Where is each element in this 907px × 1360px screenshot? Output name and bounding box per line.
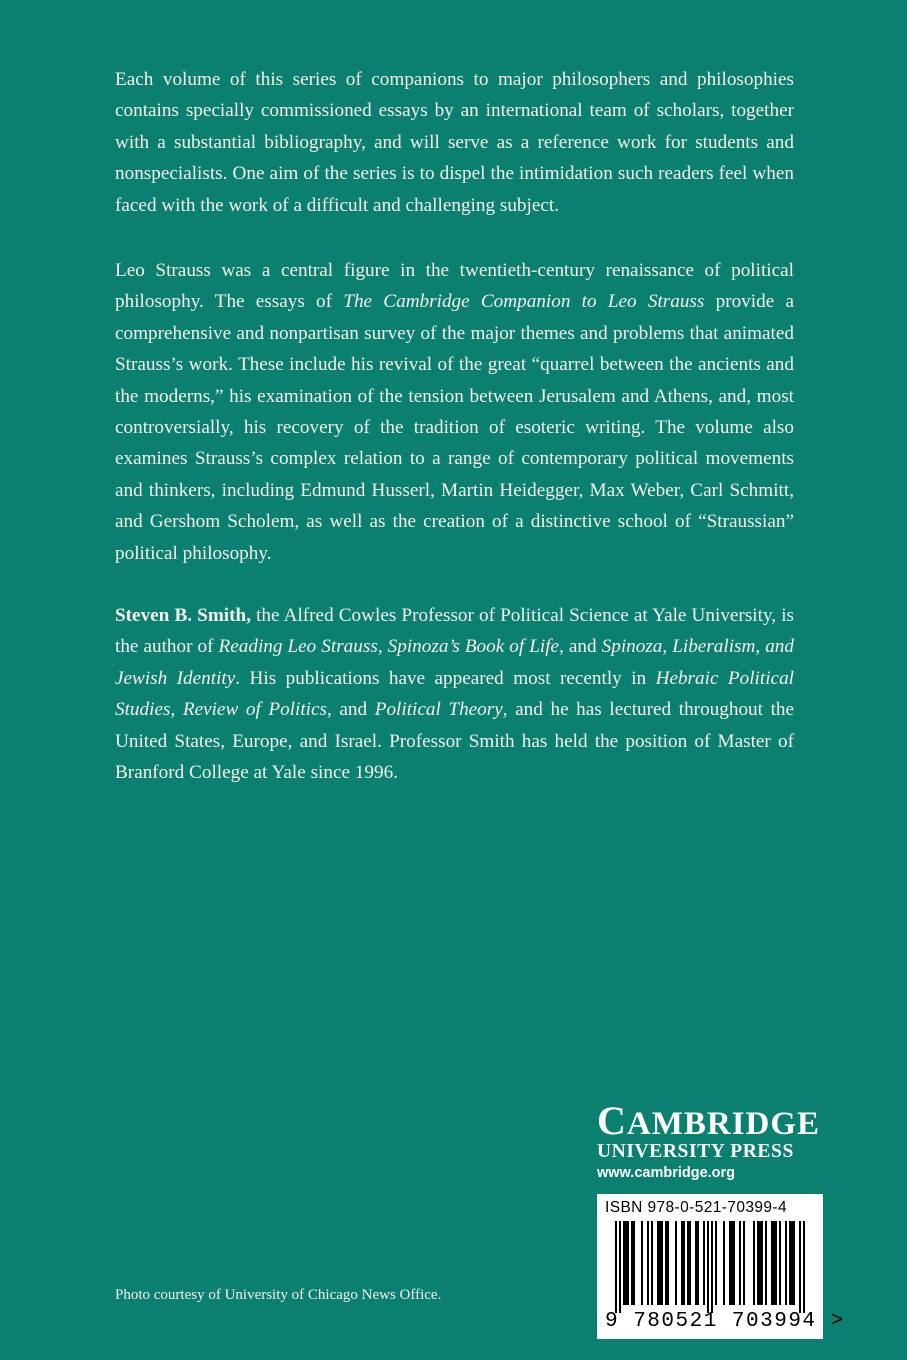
barcode-bar: [711, 1221, 713, 1313]
author-bio-sep-3: ,: [170, 699, 183, 721]
barcode-bar: [729, 1221, 731, 1305]
book-description-text-b: provide a comprehensive and nonpartisan survey of the major themes and problems that animated Strauss’s work. These include his revival of the great “quarrel between the ancients and the moderns,” his examination of the tension between Jerusalem and Athens, and, most controversially, his recovery of the tradition of esoteric writing. The volume also examines Strauss’s complex relation to a range of contemporary political movements and thinkers, including Edmund Husserl, Martin Heidegger, Max Weber, Carl Schmitt, and Gershom Scholem, as well as the creation of a distinctive school of “Straussian” political philosophy.: [115, 291, 794, 564]
author-bio-text-a: the Alfred Cowles Professor of Political Science at Yale University, is the author of: [115, 605, 794, 658]
publisher-logo: [597, 1098, 823, 1184]
barcode-bar: [779, 1221, 781, 1305]
barcode-bar: [761, 1221, 763, 1305]
barcode-bar: [773, 1221, 775, 1305]
photo-credit: Photo courtesy of University of Chicago News Office.: [115, 1287, 442, 1303]
series-description: [115, 64, 794, 221]
barcode-bar: [633, 1221, 635, 1305]
barcode-bar: [615, 1221, 617, 1313]
barcode-bar: [657, 1221, 659, 1305]
barcode-bar: [627, 1221, 629, 1305]
journal-1: Hebraic Political Studies: [115, 667, 794, 721]
author-book-2: Spinoza’s Book of Life: [387, 636, 560, 658]
publisher-name-initial: C: [597, 1098, 627, 1143]
barcode-bar: [739, 1221, 741, 1305]
barcode-panel: [597, 1194, 845, 1339]
barcode-bar: [789, 1221, 791, 1305]
barcode-bar: [651, 1221, 653, 1305]
book-description-text-a: Leo Strauss was a central figure in the twentieth-century renaissance of political philosophy. The essays of: [115, 260, 794, 313]
barcode-bar: [625, 1221, 627, 1305]
author-bio-sep-2: , and: [559, 636, 602, 658]
author-bio-sep-1: ,: [377, 636, 388, 658]
barcode-bar: [675, 1221, 677, 1305]
barcode-bar: [619, 1221, 621, 1313]
barcode-bar: [757, 1221, 759, 1305]
barcode-bar: [661, 1221, 663, 1305]
barcode-bar: [731, 1221, 733, 1305]
book-title: The Cambridge Companion to Leo Strauss: [343, 291, 705, 313]
ean-digits: 9 780521 703994 >: [605, 1310, 845, 1333]
barcode-bar: [759, 1221, 761, 1305]
author-bio: [115, 600, 794, 788]
publisher-website: www.cambridge.org: [597, 1165, 736, 1181]
barcode-bar: [771, 1221, 773, 1305]
isbn-label: ISBN 978-0-521-70399-4: [605, 1199, 787, 1216]
barcode-bar: [743, 1221, 745, 1305]
barcode-bar: [683, 1221, 685, 1305]
barcode-bar: [641, 1221, 643, 1305]
barcode-bar: [703, 1221, 705, 1305]
barcode-bar: [753, 1221, 755, 1305]
barcode-bar: [687, 1221, 689, 1305]
author-bio-sep-4: , and: [327, 699, 375, 721]
barcode-bar: [659, 1221, 661, 1305]
publisher-subtitle: UNIVERSITY PRESS: [597, 1141, 794, 1162]
series-description-text: Each volume of this series of companions to major philosophers and philosophies contains specially commissioned essays by an international team of scholars, together with a substantial bibliography, and will serve as a reference work for students and nonspecialists. One aim of the series is to dispel the intimidation such readers feel when faced with the work of a difficult and challenging subject.: [115, 69, 794, 216]
barcode-bar: [681, 1221, 683, 1305]
barcode-bar: [723, 1221, 725, 1305]
barcode-bar: [715, 1221, 717, 1305]
author-bio-text-b: . His publications have appeared most recently in: [235, 667, 656, 689]
publisher-name-rest: AMBRIDGE: [626, 1106, 821, 1142]
book-description: [115, 255, 794, 569]
author-name: Steven B. Smith,: [115, 605, 251, 626]
barcode-bar: [733, 1221, 735, 1305]
barcode-bar: [793, 1221, 795, 1305]
journal-2: Review of Politics: [182, 699, 327, 721]
author-bio-text-c: , and he has lectured throughout the United States, Europe, and Israel. Professor Smith has held the position of Master of Branford College at Yale since 1996.: [115, 699, 795, 784]
barcode-bar: [667, 1221, 669, 1305]
barcode-bar: [689, 1221, 691, 1305]
barcode-bar: [665, 1221, 667, 1305]
barcode-bar: [695, 1221, 697, 1305]
barcode-bar: [647, 1221, 649, 1305]
barcode-bar: [785, 1221, 787, 1305]
barcode-bar: [697, 1221, 699, 1305]
author-book-1: Reading Leo Strauss: [218, 636, 378, 658]
barcode-bar: [775, 1221, 777, 1305]
barcode-bar: [803, 1221, 805, 1313]
author-book-3: Spinoza, Liberalism, and Jewish Identity: [115, 636, 794, 689]
barcode-bar: [799, 1221, 801, 1313]
barcode-bar: [623, 1221, 625, 1305]
barcode-bar: [791, 1221, 793, 1305]
journal-3: Political Theory: [374, 699, 503, 721]
barcode-bar: [707, 1221, 709, 1313]
publisher-name: [597, 1098, 823, 1143]
barcode-bar: [765, 1221, 767, 1305]
barcode-bar: [631, 1221, 633, 1305]
barcode-icon: [605, 1221, 815, 1313]
